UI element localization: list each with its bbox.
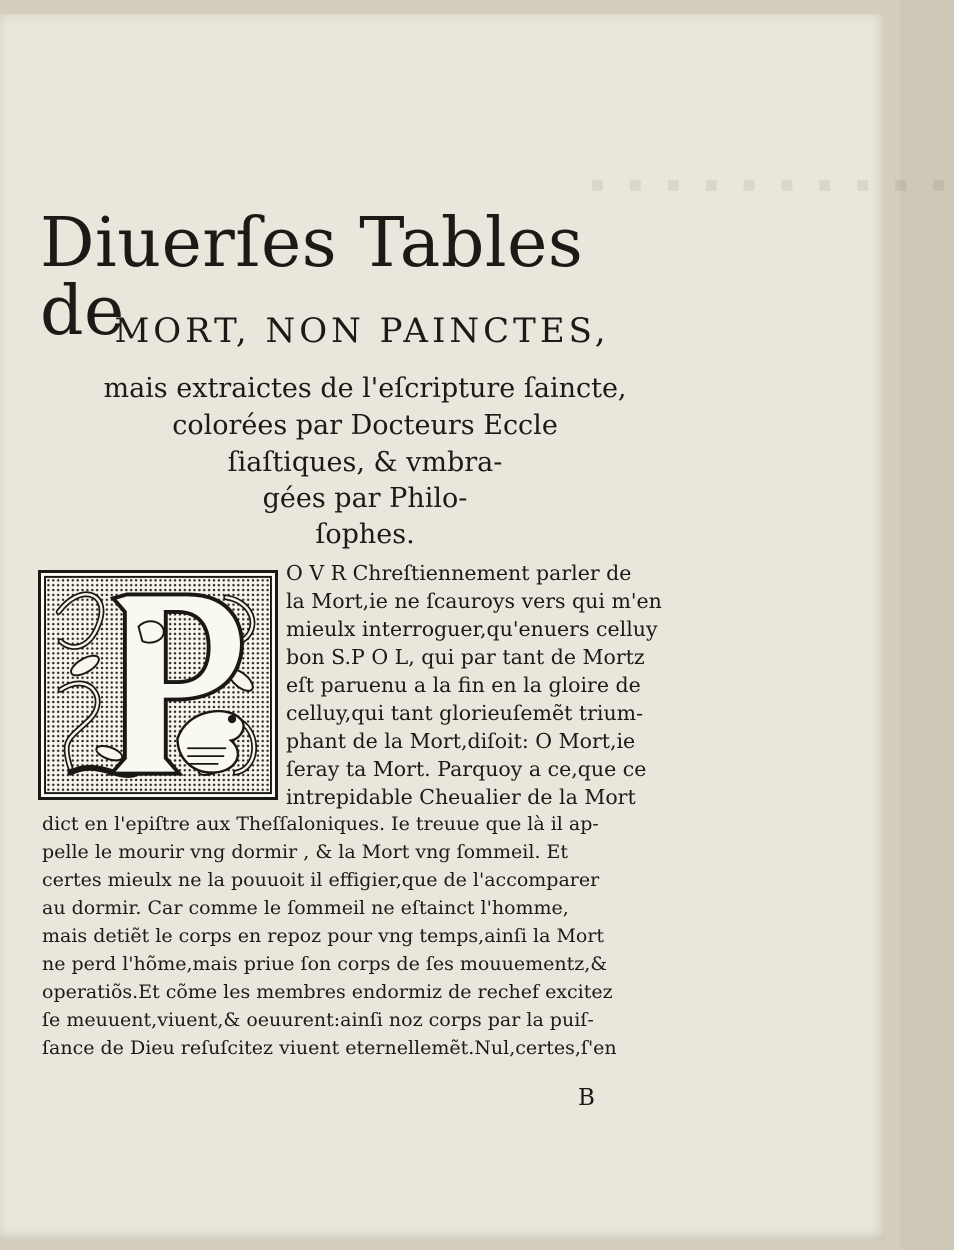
title-caps-line: MORT, NON PAINCTES,	[114, 311, 610, 351]
body-line-7: phant de la Mort,diſoit: O Mort,ie	[286, 729, 636, 753]
body-line-4: bon S.P O L, qui par tant de Mortz	[286, 645, 645, 669]
title-line-5: ſophes.	[315, 519, 415, 550]
body-line-15: ne perd l'hõme,mais priue ſon corps de ſes mouuementz,&	[42, 953, 608, 975]
body-line-6: celluy,qui tant glorieuſemẽt trium-	[286, 701, 644, 725]
title-line-1: mais extraictes de l'eſcripture ſaincte,	[103, 373, 627, 404]
body-line-16: operatiõs.Et cõme les membres endormiz de rechef excitez	[42, 981, 613, 1003]
body-line-9: intrepidable Cheualier de la Mort	[286, 785, 636, 809]
book-page	[0, 14, 954, 1240]
decorated-initial	[38, 570, 278, 800]
body-line-12: certes mieulx ne la pouuoit il effigier,que de l'accomparer	[42, 869, 600, 891]
body-line-17: ſe meuuent,viuent,& oeuurent:ainſi noz corps par la puiſ-	[42, 1009, 594, 1031]
body-line-18: ſance de Dieu reſuſcitez viuent eternellemẽt.Nul,certes,ſ'en	[42, 1037, 617, 1059]
body-line-3: mieulx interroguer,qu'enuers celluy	[286, 617, 658, 641]
body-line-10: dict en l'epiſtre aux Theſſaloniques. Ie treuue que là il ap-	[42, 813, 599, 835]
body-line-11: pelle le mourir vng dormir , & la Mort vng ſommeil. Et	[42, 841, 569, 863]
title-line-3: ſiaſtiques, & vmbra-	[227, 447, 503, 478]
body-line-14: mais detiẽt le corps en repoz pour vng temps,ainſi la Mort	[42, 925, 605, 947]
show-through-heading: ▪ ▪ ▪ ▪ ▪ ▪ ▪ ▪ ▪ ▪	[590, 172, 954, 197]
page-title: Diuerſes Tables de	[40, 204, 584, 351]
title-line-2: colorées par Docteurs Eccle	[172, 410, 558, 441]
body-line-5: eſt paruenu a la fin en la gloire de	[286, 673, 641, 697]
body-line-1: O V R Chreſtiennement parler de	[286, 561, 632, 585]
title-line-4: gées par Philo-	[262, 483, 468, 514]
initial-woodcut-icon	[41, 573, 275, 797]
body-line-2: la Mort,ie ne ſcauroys vers qui m'en	[286, 589, 662, 613]
body-line-13: au dormir. Car comme le ſommeil ne eſtainct l'homme,	[42, 897, 569, 919]
signature-mark: B	[578, 1085, 595, 1111]
body-line-8: ſeray ta Mort. Parquoy a ce,que ce	[286, 757, 647, 781]
